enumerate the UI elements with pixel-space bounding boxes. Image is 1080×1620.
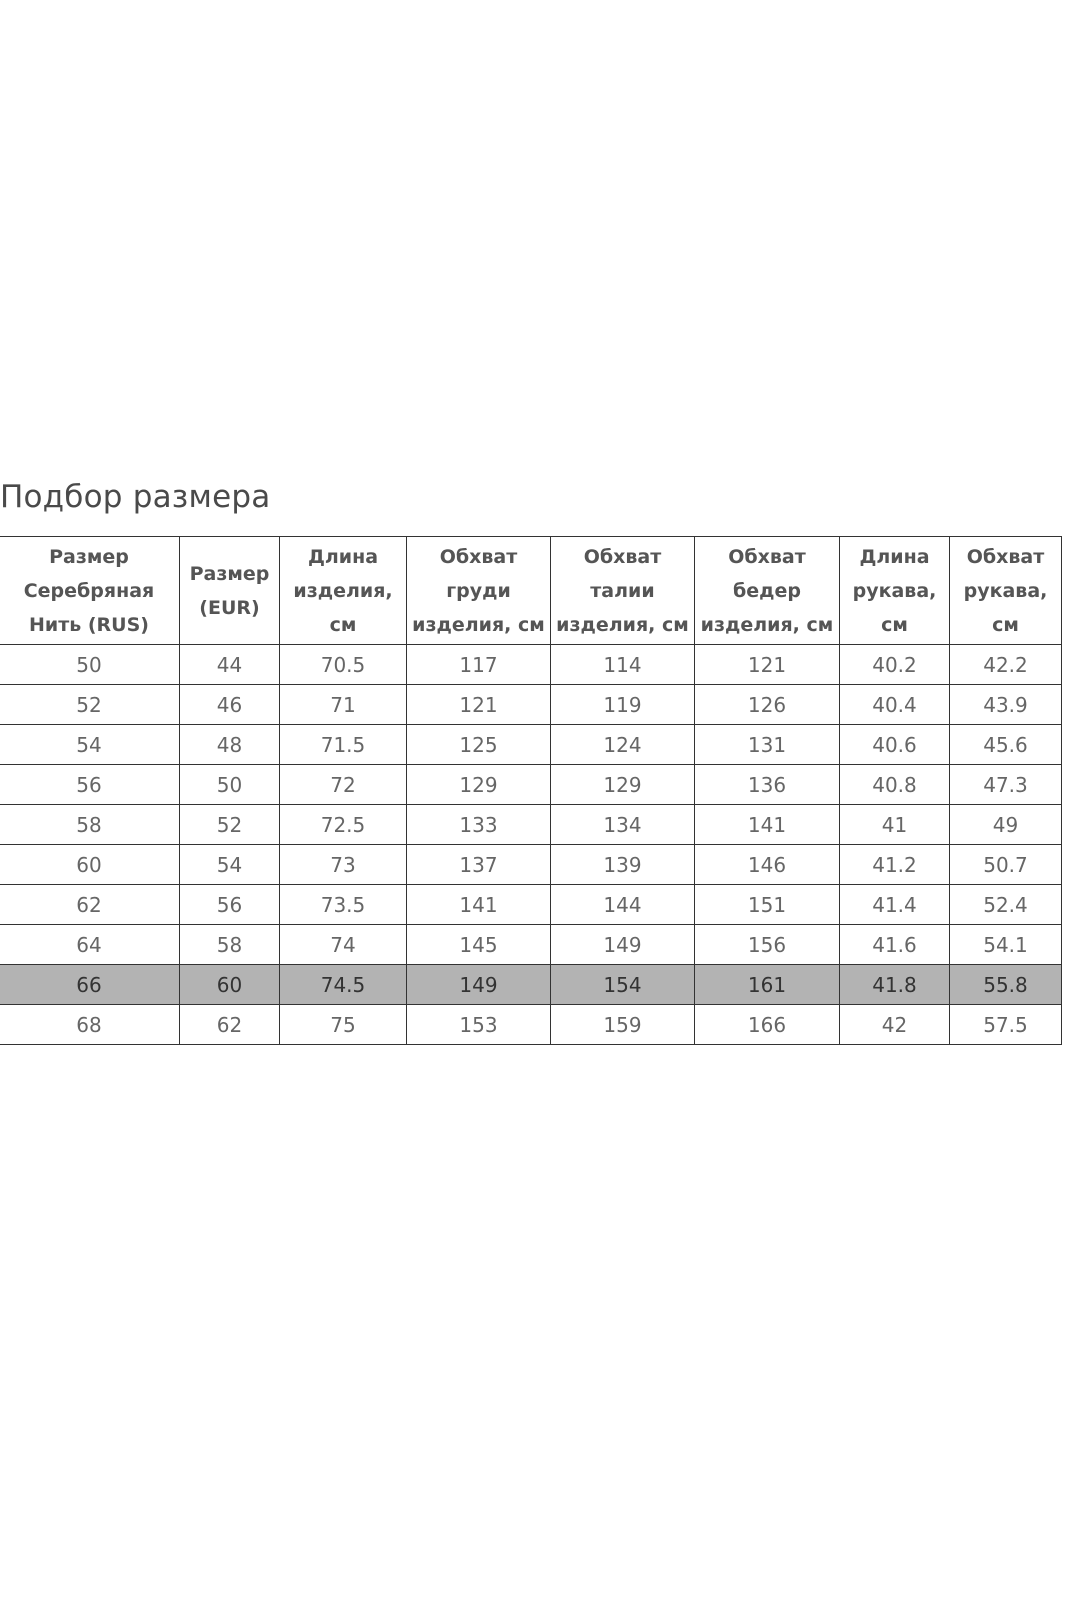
cell-size-rus: 64 bbox=[0, 925, 180, 965]
cell-sleeve-girth: 42.2 bbox=[950, 645, 1062, 685]
cell-size-rus: 56 bbox=[0, 765, 180, 805]
cell-length: 73.5 bbox=[280, 885, 407, 925]
page-title: Подбор размера bbox=[0, 478, 271, 515]
cell-chest: 133 bbox=[407, 805, 551, 845]
cell-size-eur: 48 bbox=[180, 725, 280, 765]
cell-hips: 151 bbox=[695, 885, 840, 925]
cell-size-rus: 58 bbox=[0, 805, 180, 845]
cell-hips: 126 bbox=[695, 685, 840, 725]
cell-hips: 141 bbox=[695, 805, 840, 845]
table-row bbox=[0, 925, 1062, 965]
cell-hips: 166 bbox=[695, 1005, 840, 1045]
cell-length: 75 bbox=[280, 1005, 407, 1045]
table-row bbox=[0, 645, 1062, 685]
cell-waist: 114 bbox=[551, 645, 695, 685]
cell-chest: 141 bbox=[407, 885, 551, 925]
cell-chest: 121 bbox=[407, 685, 551, 725]
cell-hips: 136 bbox=[695, 765, 840, 805]
cell-sleeve-girth: 47.3 bbox=[950, 765, 1062, 805]
cell-size-eur: 46 bbox=[180, 685, 280, 725]
cell-size-eur: 50 bbox=[180, 765, 280, 805]
cell-waist: 119 bbox=[551, 685, 695, 725]
cell-length: 72 bbox=[280, 765, 407, 805]
table-row bbox=[0, 685, 1062, 725]
cell-size-eur: 56 bbox=[180, 885, 280, 925]
table-row bbox=[0, 965, 1062, 1005]
cell-chest: 129 bbox=[407, 765, 551, 805]
cell-chest: 125 bbox=[407, 725, 551, 765]
cell-waist: 129 bbox=[551, 765, 695, 805]
cell-sleeve-girth: 45.6 bbox=[950, 725, 1062, 765]
cell-sleeve-length: 41 bbox=[840, 805, 950, 845]
cell-waist: 154 bbox=[551, 965, 695, 1005]
cell-waist: 144 bbox=[551, 885, 695, 925]
table-row bbox=[0, 1005, 1062, 1045]
header-sleeve-girth: Обхват рукава, см bbox=[950, 537, 1062, 645]
cell-size-rus: 50 bbox=[0, 645, 180, 685]
header-chest: Обхват груди изделия, см bbox=[407, 537, 551, 645]
cell-size-eur: 54 bbox=[180, 845, 280, 885]
cell-size-rus: 68 bbox=[0, 1005, 180, 1045]
cell-chest: 117 bbox=[407, 645, 551, 685]
cell-length: 74.5 bbox=[280, 965, 407, 1005]
cell-waist: 134 bbox=[551, 805, 695, 845]
cell-length: 71 bbox=[280, 685, 407, 725]
header-size-eur: Размер (EUR) bbox=[180, 537, 280, 645]
header-length: Длина изделия, см bbox=[280, 537, 407, 645]
cell-chest: 149 bbox=[407, 965, 551, 1005]
cell-sleeve-length: 41.6 bbox=[840, 925, 950, 965]
cell-size-rus: 66 bbox=[0, 965, 180, 1005]
cell-size-eur: 58 bbox=[180, 925, 280, 965]
cell-waist: 124 bbox=[551, 725, 695, 765]
cell-sleeve-length: 40.2 bbox=[840, 645, 950, 685]
cell-sleeve-length: 40.8 bbox=[840, 765, 950, 805]
cell-size-eur: 62 bbox=[180, 1005, 280, 1045]
cell-hips: 146 bbox=[695, 845, 840, 885]
table-header-row bbox=[0, 537, 1062, 645]
table-row bbox=[0, 805, 1062, 845]
cell-sleeve-length: 41.8 bbox=[840, 965, 950, 1005]
cell-chest: 153 bbox=[407, 1005, 551, 1045]
size-chart-table bbox=[0, 536, 1062, 1045]
cell-chest: 137 bbox=[407, 845, 551, 885]
cell-sleeve-length: 40.4 bbox=[840, 685, 950, 725]
cell-size-eur: 52 bbox=[180, 805, 280, 845]
cell-hips: 131 bbox=[695, 725, 840, 765]
cell-sleeve-girth: 55.8 bbox=[950, 965, 1062, 1005]
cell-sleeve-girth: 49 bbox=[950, 805, 1062, 845]
cell-length: 72.5 bbox=[280, 805, 407, 845]
cell-size-eur: 44 bbox=[180, 645, 280, 685]
cell-size-rus: 60 bbox=[0, 845, 180, 885]
header-size-rus: Размер Серебряная Нить (RUS) bbox=[0, 537, 180, 645]
cell-waist: 149 bbox=[551, 925, 695, 965]
header-sleeve-length: Длина рукава, см bbox=[840, 537, 950, 645]
table-body bbox=[0, 645, 1062, 1045]
cell-size-rus: 52 bbox=[0, 685, 180, 725]
cell-size-rus: 62 bbox=[0, 885, 180, 925]
cell-sleeve-girth: 54.1 bbox=[950, 925, 1062, 965]
cell-sleeve-length: 41.2 bbox=[840, 845, 950, 885]
table-row bbox=[0, 725, 1062, 765]
cell-size-rus: 54 bbox=[0, 725, 180, 765]
table-row bbox=[0, 765, 1062, 805]
cell-length: 74 bbox=[280, 925, 407, 965]
cell-length: 71.5 bbox=[280, 725, 407, 765]
cell-size-eur: 60 bbox=[180, 965, 280, 1005]
cell-sleeve-girth: 50.7 bbox=[950, 845, 1062, 885]
cell-sleeve-girth: 52.4 bbox=[950, 885, 1062, 925]
table-row bbox=[0, 845, 1062, 885]
cell-sleeve-length: 42 bbox=[840, 1005, 950, 1045]
cell-sleeve-girth: 43.9 bbox=[950, 685, 1062, 725]
cell-chest: 145 bbox=[407, 925, 551, 965]
cell-hips: 161 bbox=[695, 965, 840, 1005]
cell-sleeve-length: 41.4 bbox=[840, 885, 950, 925]
cell-length: 70.5 bbox=[280, 645, 407, 685]
header-waist: Обхват талии изделия, см bbox=[551, 537, 695, 645]
cell-waist: 159 bbox=[551, 1005, 695, 1045]
cell-length: 73 bbox=[280, 845, 407, 885]
cell-hips: 121 bbox=[695, 645, 840, 685]
table-row bbox=[0, 885, 1062, 925]
cell-waist: 139 bbox=[551, 845, 695, 885]
header-hips: Обхват бедер изделия, см bbox=[695, 537, 840, 645]
cell-hips: 156 bbox=[695, 925, 840, 965]
cell-sleeve-girth: 57.5 bbox=[950, 1005, 1062, 1045]
cell-sleeve-length: 40.6 bbox=[840, 725, 950, 765]
